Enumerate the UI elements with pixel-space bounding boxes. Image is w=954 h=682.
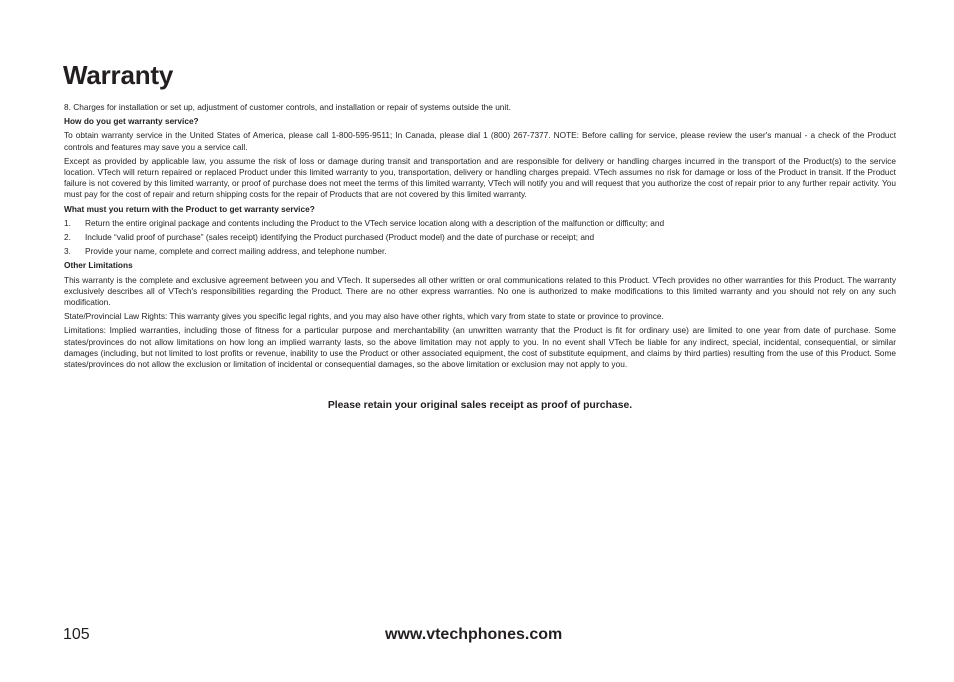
list-item-text: Return the entire original package and contents including the Product to the VTech service location along with a description of the malfunction or difficulty; and — [85, 217, 665, 228]
list-item-number: 3. — [64, 246, 71, 257]
footer-website-link[interactable]: www.vtechphones.com — [385, 626, 563, 643]
list-item — [64, 246, 896, 257]
state-law-rights-paragraph: State/Provincial Law Rights: This warranty gives you specific legal rights, and you may also have other rights, which vary from state to state or province to province. — [64, 311, 664, 322]
retain-receipt-note: Please retain your original sales receipt as proof of purchase. — [327, 400, 633, 411]
return-steps-list — [64, 218, 896, 258]
list-item-text: Provide your name, complete and correct mailing address, and telephone number. — [85, 246, 387, 257]
page-title: Warranty — [63, 60, 174, 90]
page-number: 105 — [63, 626, 90, 643]
exclusion-item-8: 8. Charges for installation or set up, adjustment of customer controls, and installation or repair of systems outside the unit. — [64, 102, 511, 112]
list-item — [64, 218, 896, 229]
how-to-get-service-paragraph-2: Except as provided by applicable law, you assume the risk of loss or damage during transit and transportation and are responsible for delivery or handling charges incurred in the transport of the Product(s) to the service location. VTech will return repaired or replaced Product under this limited warranty to you, transportation, delivery or handling charges prepaid. VTech assumes no risk for damage or loss of the Product in transit. If the Product failure is not covered by this limited warranty, or proof of purchase does not meet the terms of this limited warranty, VTech will notify you and will request that you authorize the cost of repair prior to any further repair activity. You must pay for the cost of repair and return shipping costs for the repair of Products that are not covered by this limited warranty. — [64, 155, 896, 200]
other-limitations-heading: Other Limitations — [64, 260, 133, 271]
how-to-get-service-heading: How do you get warranty service? — [64, 116, 199, 127]
warranty-body — [64, 102, 896, 373]
list-item-number: 2. — [64, 232, 71, 243]
limitations-paragraph: Limitations: Implied warranties, including those of fitness for a particular purpose and merchantability (an unwritten warranty that the Product is fit for ordinary use) are limited to one year from date of purchase. Some states/provinces do not allow limitations on how long an implied warranty lasts, so the above limitation may not apply to you. In no event shall VTech be liable for any indirect, special, incidental, consequential, or similar damages (including, but not limited to lost profits or revenue, inability to use the Product or other associated equipment, the cost of substitute equipment, and claims by third parties) resulting from the use of this Product. Some states/provinces do not allow the exclusion or limitation of incidental or consequential damages, so the above limitation or exclusion may not apply to you. — [64, 325, 896, 370]
list-item-text: Include “valid proof of purchase” (sales receipt) identifying the Product purchased (Product model) and the date of purchase or receipt; and — [85, 232, 595, 243]
list-item-number: 1. — [64, 217, 71, 228]
what-to-return-heading: What must you return with the Product to get warranty service? — [64, 203, 315, 214]
list-item — [64, 232, 896, 243]
other-limitations-paragraph-1: This warranty is the complete and exclusive agreement between you and VTech. It supersedes all other written or oral communications related to this Product. VTech provides no other warranties for this Product. The warranty exclusively describes all of VTech's responsibilities regarding the Product. There are no other express warranties. No one is authorized to make modifications to this limited warranty and you should not rely on any such modification. — [64, 274, 896, 308]
how-to-get-service-paragraph-1: To obtain warranty service in the United States of America, please call 1-800-595-9511; In Canada, please dial 1 (800) 267-7377. NOTE: Before calling for service, please review the user's manual - a check of the Product controls and features may save you a service call. — [64, 130, 896, 152]
